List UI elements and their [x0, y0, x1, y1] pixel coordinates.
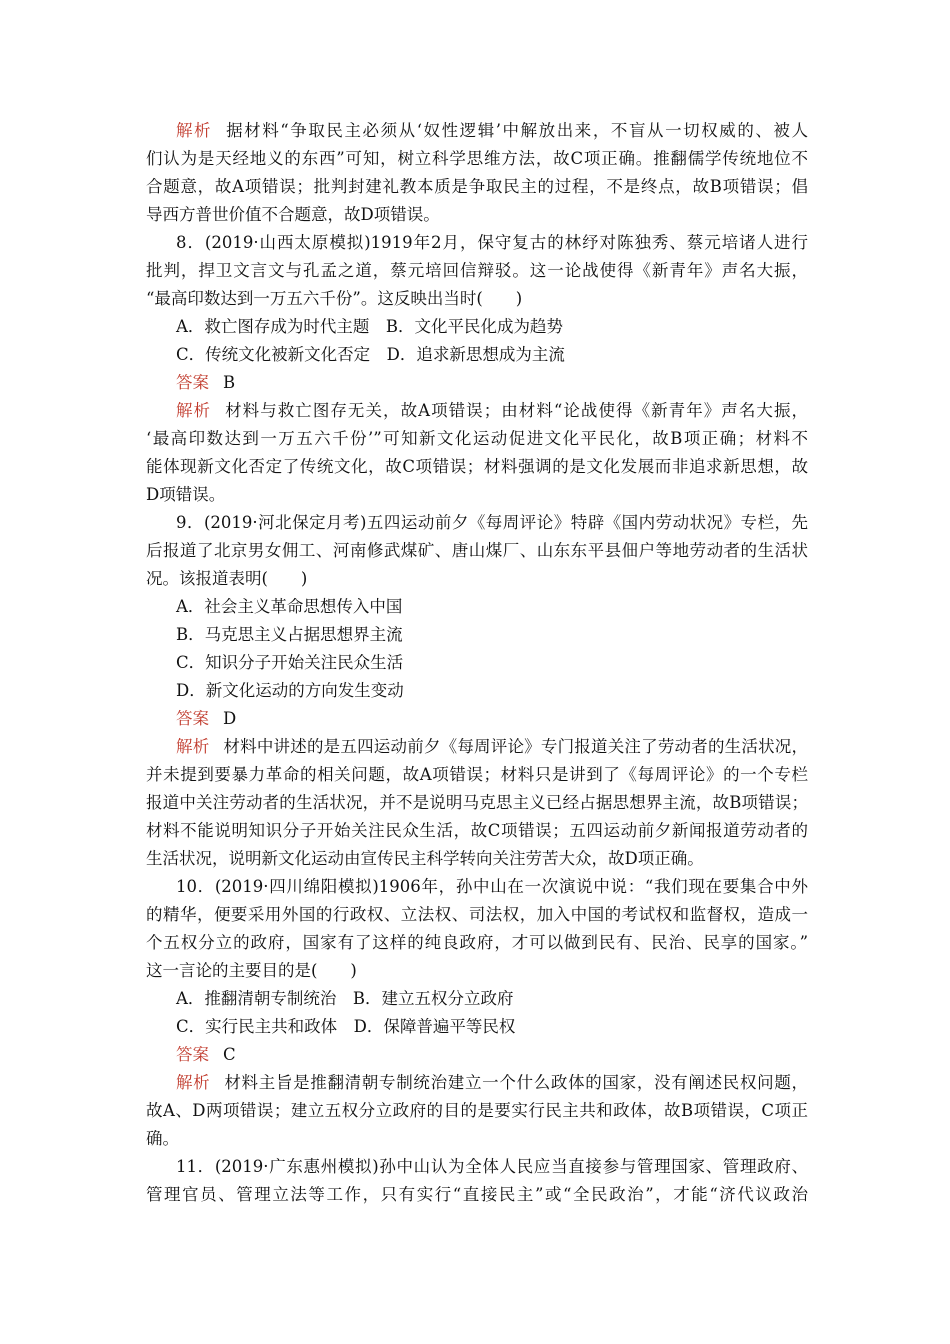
- option-line: A．推翻清朝专制统治 B．建立五权分立政府: [176, 989, 514, 1008]
- answer-value: D: [223, 709, 237, 728]
- question-stem-line: 的精华，便要采用外国的行政权、立法权、司法权，加入中国的考试权和监督权，造成一: [146, 905, 808, 924]
- answer-label: 答案: [176, 373, 209, 392]
- analysis-label: 解析: [176, 1073, 211, 1092]
- analysis-line: 们认为是天经地义的东西”可知，树立科学思维方法，故C项正确。推翻儒学传统地位不: [146, 149, 808, 168]
- question-stem-line: 10．(2019·四川绵阳模拟)1906年，孙中山在一次演说中说：“我们现在要集合中外: [176, 877, 808, 896]
- question-stem-line: 这一言论的主要目的是( ): [146, 961, 357, 980]
- question-stem-line: 个五权分立的政府，国家有了这样的纯良政府，才可以做到民有、民治、民享的国家。”: [146, 933, 808, 952]
- answer-label: 答案: [176, 1045, 209, 1064]
- analysis-line: 解析 材料中讲述的是五四运动前夕《每周评论》专门报道关注了劳动者的生活状况，: [176, 737, 809, 756]
- analysis-line: 故A、D两项错误；建立五权分立政府的目的是要实行民主共和政体，故B项错误，C项正: [146, 1101, 808, 1120]
- question-9: [146, 509, 808, 873]
- analysis-label: 解析: [176, 737, 210, 756]
- analysis-line: 解析 材料与救亡图存无关，故A项错误；由材料“论战使得《新青年》声名大振，: [176, 401, 808, 420]
- answer-line: [146, 1041, 808, 1069]
- analysis-line: 报道中关注劳动者的生活状况，并不是说明马克思主义已经占据思想界主流，故B项错误；: [146, 793, 808, 812]
- question-stem-line: 批判，捍卫文言文与孔孟之道，蔡元培回信辩驳。这一论战使得《新青年》声名大振，: [146, 261, 808, 280]
- option-line: B．马克思主义占据思想界主流: [176, 625, 403, 644]
- option-line: A．救亡图存成为时代主题 B．文化平民化成为趋势: [176, 317, 564, 336]
- question-stem-line: 况。该报道表明( ): [146, 569, 308, 588]
- analysis-line: 解析 据材料“争取民主必须从‘奴性逻辑’中解放出来，不盲从一切权威的、被人: [176, 121, 808, 140]
- analysis-line: 生活状况，说明新文化运动由宣传民主科学转向关注劳苦大众，故D项正确。: [146, 849, 704, 868]
- option-line: A．社会主义革命思想传入中国: [176, 597, 403, 616]
- analysis-line: 合题意，故A项错误；批判封建礼教本质是争取民主的过程，不是终点，故B项错误；倡: [146, 177, 808, 196]
- analysis-line: 并未提到要暴力革命的相关问题，故A项错误；材料只是讲到了《每周评论》的一个专栏: [146, 765, 808, 784]
- answer-label: 答案: [176, 709, 209, 728]
- analysis-line: 材料不能说明知识分子开始关注民众生活，故C项错误；五四运动前夕新闻报道劳动者的: [146, 821, 808, 840]
- q7-analysis: [146, 117, 808, 229]
- document-body: [146, 117, 808, 1209]
- question-stem-line: 8．(2019·山西太原模拟)1919年2月，保守复古的林纾对陈独秀、蔡元培诸人进行: [176, 233, 808, 252]
- option-line: D．新文化运动的方向发生变动: [176, 681, 404, 700]
- question-stem-line: 9．(2019·河北保定月考)五四运动前夕《每周评论》特辟《国内劳动状况》专栏，先: [176, 513, 808, 532]
- analysis-line: 解析 材料主旨是推翻清朝专制统治建立一个什么政体的国家，没有阐述民权问题，: [176, 1073, 809, 1092]
- analysis-label: 解析: [176, 121, 213, 140]
- question-stem-line: 后报道了北京男女佣工、河南修武煤矿、唐山煤厂、山东东平县佃户等地劳动者的生活状: [146, 541, 808, 560]
- answer-line: [146, 705, 808, 733]
- analysis-line: 确。: [146, 1129, 179, 1148]
- question-stem-line: 11．(2019·广东惠州模拟)孙中山认为全体人民应当直接参与管理国家、管理政府、: [176, 1157, 808, 1176]
- question-8: [146, 229, 808, 509]
- option-line: C．知识分子开始关注民众生活: [176, 653, 404, 672]
- option-line: C．传统文化被新文化否定 D．追求新思想成为主流: [176, 345, 565, 364]
- question-11: [146, 1153, 808, 1209]
- answer-line: [146, 369, 808, 397]
- analysis-line: 能体现新文化否定了传统文化，故C项错误；材料强调的是文化发展而非追求新思想，故: [146, 457, 808, 476]
- question-stem-line: “最高印数达到一万五六千份”。这反映出当时( ): [146, 289, 523, 308]
- question-10: [146, 873, 808, 1153]
- question-stem-line: 管理官员、管理立法等工作，只有实行“直接民主”或“全民政治”，才能“济代议政治: [146, 1185, 808, 1204]
- analysis-line: D项错误。: [146, 485, 226, 504]
- analysis-line: ‘最高印数达到一万五六千份’”可知新文化运动促进文化平民化，故B项正确；材料不: [146, 429, 808, 448]
- analysis-line: 导西方普世价值不合题意，故D项错误。: [146, 205, 440, 224]
- option-line: C．实行民主共和政体 D．保障普遍平等民权: [176, 1017, 516, 1036]
- answer-value: C: [223, 1045, 236, 1064]
- analysis-label: 解析: [176, 401, 212, 420]
- answer-value: B: [223, 373, 236, 392]
